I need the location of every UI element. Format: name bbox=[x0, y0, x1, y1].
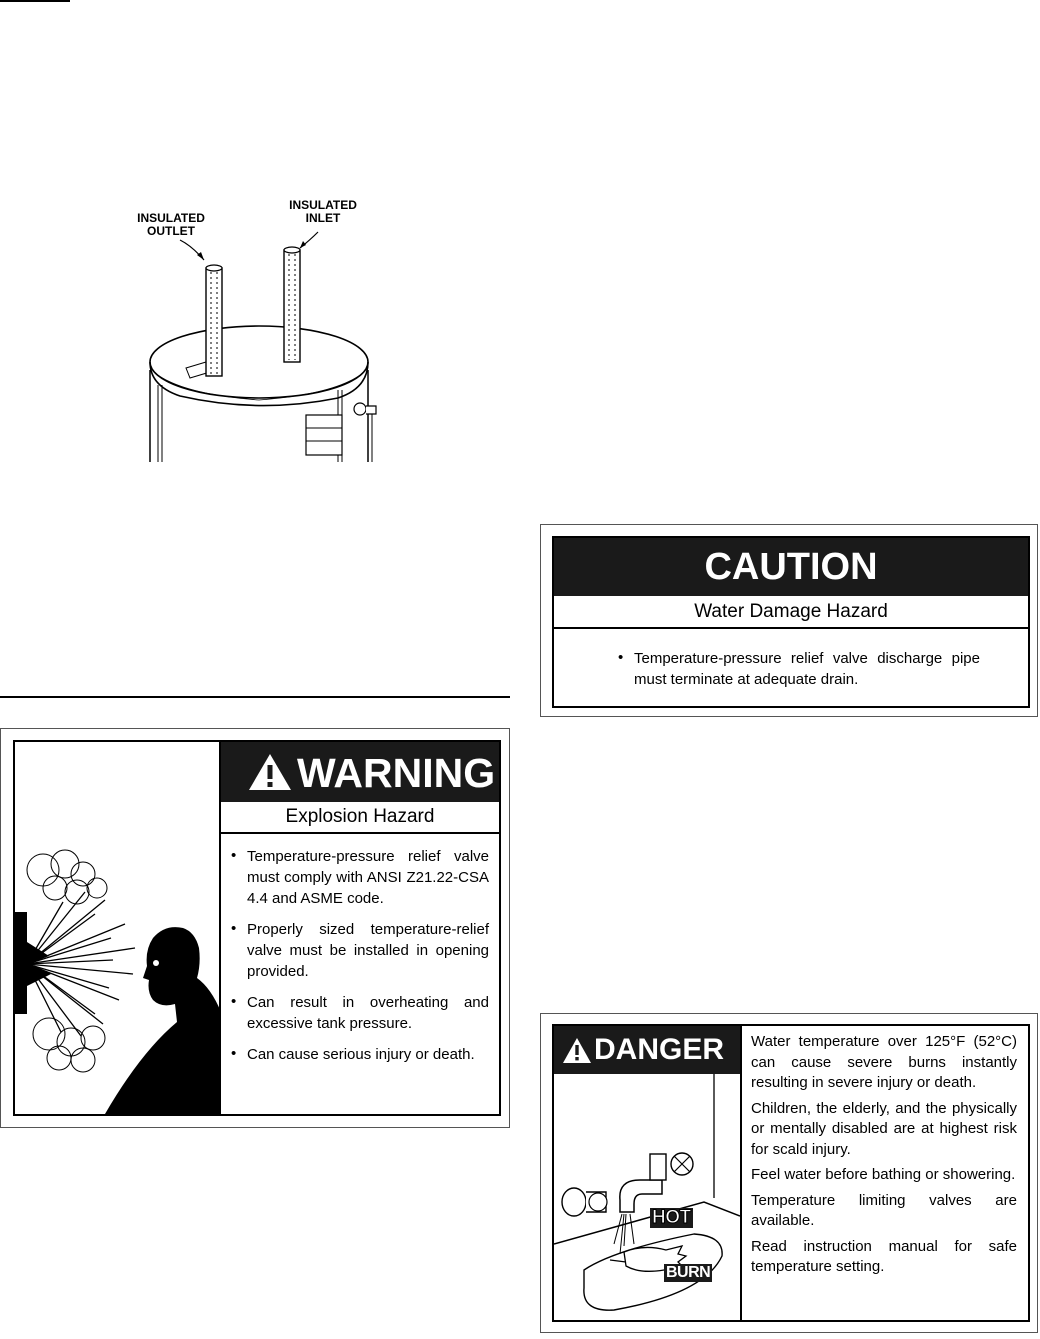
alert-triangle-icon bbox=[247, 752, 293, 792]
hot-label: HOT bbox=[652, 1207, 691, 1228]
section-divider bbox=[0, 696, 510, 698]
danger-paragraph: Children, the elderly, and the physically or mentally disabled are at highest risk for scald injury. bbox=[751, 1099, 1017, 1158]
alert-triangle-icon bbox=[562, 1037, 592, 1064]
warning-label bbox=[0, 728, 510, 1128]
burn-label: BURN bbox=[666, 1264, 711, 1281]
outlet-label: INSULATED OUTLET bbox=[137, 211, 205, 238]
danger-divider bbox=[740, 1026, 742, 1320]
warning-inner-frame bbox=[13, 740, 501, 1116]
danger-paragraph: Read instruction manual for safe temperature setting. bbox=[751, 1237, 1017, 1275]
explosion-illustration bbox=[15, 742, 221, 1114]
inlet-label: INSULATED INLET bbox=[289, 198, 357, 225]
water-heater-drawing bbox=[120, 190, 390, 465]
list-item: • Temperature-pressure relief valve discharge pipe must terminate at adequate drain. bbox=[608, 648, 980, 690]
faucet-burn-illustration bbox=[554, 1074, 740, 1320]
danger-inner-frame bbox=[552, 1024, 1030, 1322]
danger-paragraph: Water temperature over 125°F (52°C) can cause severe burns instantly resulting in severe injury or death. bbox=[751, 1033, 1017, 1091]
warning-subtitle: Explosion Hazard bbox=[221, 802, 499, 834]
list-item: • Temperature-pressure relief valve must comply with ANSI Z21.22-CSA 4.4 and ASME code. bbox=[221, 846, 489, 909]
danger-title-bar bbox=[554, 1026, 740, 1074]
danger-label bbox=[540, 1013, 1038, 1333]
list-item: • Properly sized temperature-relief valve must be installed in opening provided. bbox=[221, 919, 489, 982]
list-item: • Can result in overheating and excessive tank pressure. bbox=[221, 992, 489, 1034]
water-heater-figure bbox=[120, 190, 390, 465]
caution-label bbox=[540, 524, 1038, 717]
header-rule bbox=[0, 0, 70, 2]
warning-title-bar bbox=[221, 742, 499, 802]
danger-text bbox=[751, 1032, 1017, 1278]
warning-bullet-list bbox=[221, 846, 489, 1065]
caution-bullet-list bbox=[608, 648, 980, 690]
danger-title: DANGER bbox=[594, 1033, 725, 1066]
caution-subtitle: Water Damage Hazard bbox=[554, 596, 1028, 629]
danger-paragraph: Temperature limiting valves are available. bbox=[751, 1191, 1017, 1229]
caution-title-bar: CAUTION bbox=[554, 538, 1028, 596]
caution-inner-frame bbox=[552, 536, 1030, 708]
list-item: • Can cause serious injury or death. bbox=[221, 1044, 489, 1065]
warning-title: WARNING bbox=[297, 750, 496, 796]
danger-paragraph: Feel water before bathing or showering. bbox=[751, 1166, 1016, 1183]
